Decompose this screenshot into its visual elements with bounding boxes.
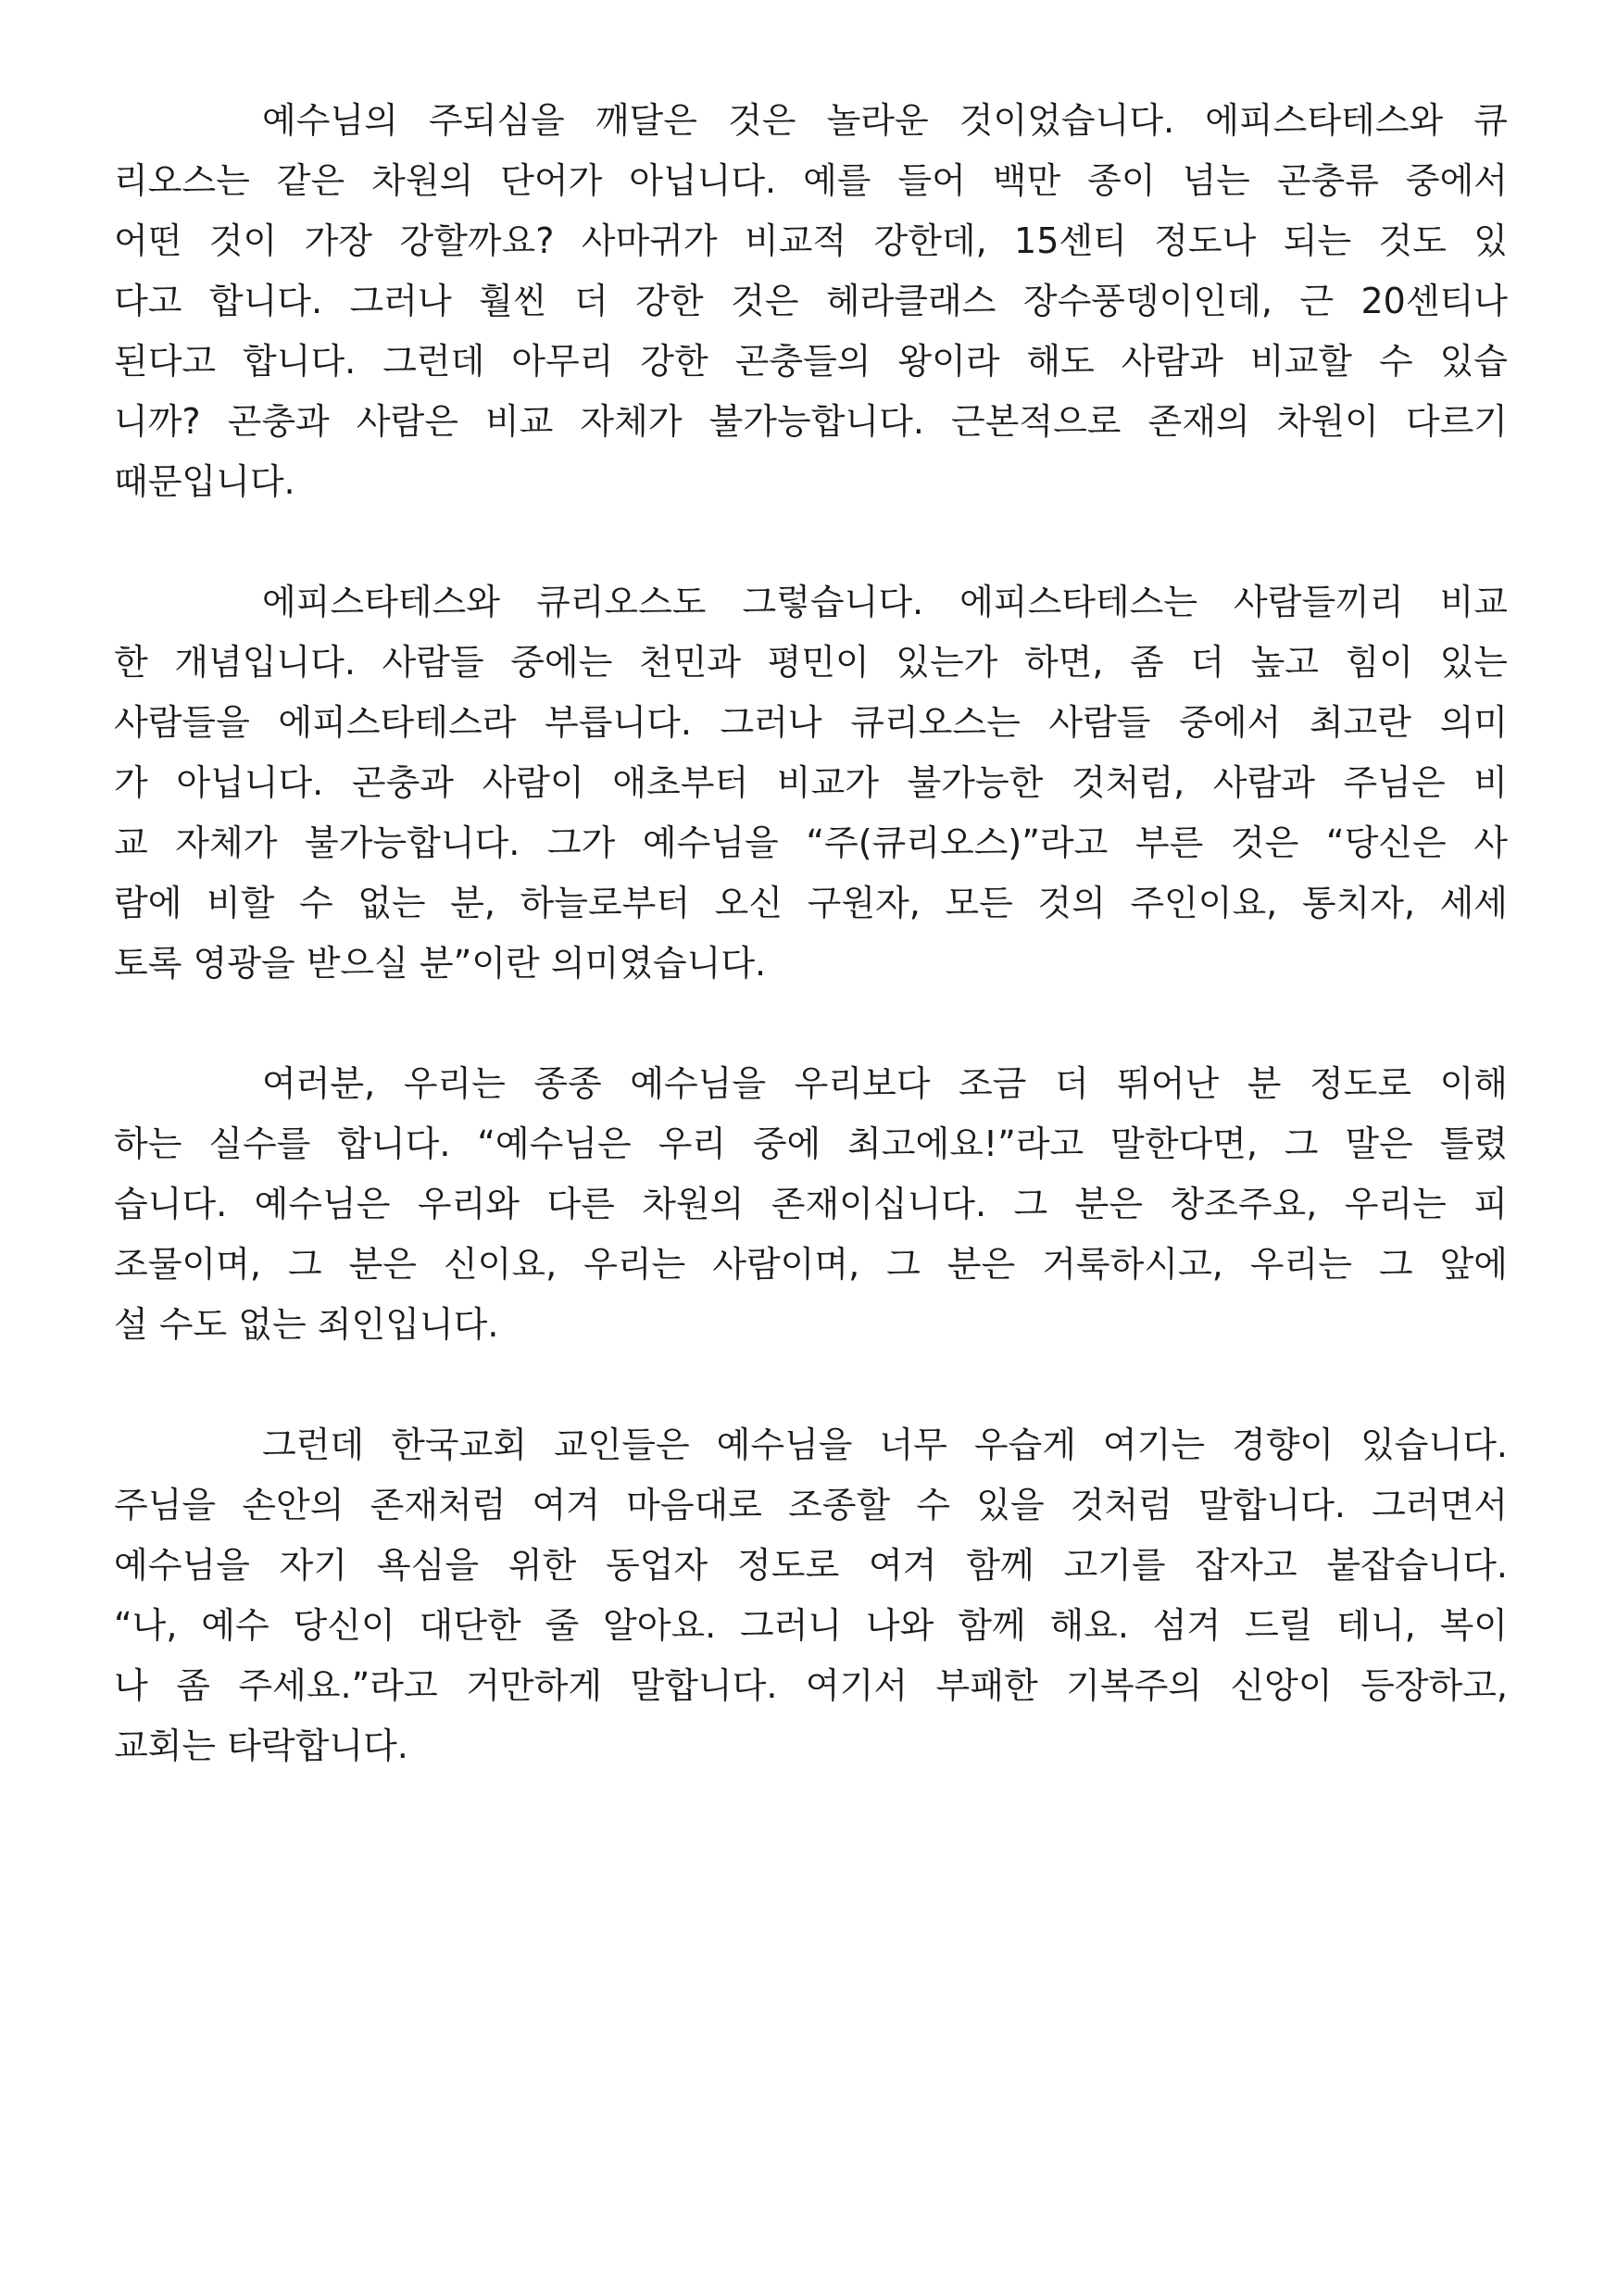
paragraph-4 [114, 1415, 1508, 1776]
text-line: 에피스타테스와 큐리오스도 그렇습니다. 에피스타테스는 사람들끼리 비교 [262, 582, 1508, 622]
text-line: 하는 실수를 합니다. “예수님은 우리 중에 최고에요!”라고 말한다면, 그 말은 틀렸 [114, 1123, 1508, 1164]
text-line: 된다고 합니다. 그런데 아무리 강한 곤충들의 왕이라 해도 사람과 비교할 수 있습 [114, 341, 1508, 382]
text-line: 니까? 곤충과 사람은 비교 자체가 불가능합니다. 근본적으로 존재의 차원이 다르기 [114, 401, 1508, 442]
paragraph-2 [114, 572, 1508, 994]
document-page [114, 91, 1508, 1837]
text-line: 때문입니다. [114, 461, 295, 502]
text-line: 예수님의 주되심을 깨달은 것은 놀라운 것이었습니다. 에피스타테스와 큐 [262, 100, 1508, 141]
text-line: 다고 합니다. 그러나 훨씬 더 강한 것은 헤라클래스 장수풍뎅이인데, 근 20센티나 [114, 281, 1508, 321]
text-line: 조물이며, 그 분은 신이요, 우리는 사람이며, 그 분은 거룩하시고, 우리는 그 앞에 [114, 1244, 1508, 1285]
text-line: 설 수도 없는 죄인입니다. [114, 1304, 499, 1345]
text-line: 나 좀 주세요.”라고 거만하게 말합니다. 여기서 부패한 기복주의 신앙이 등장하고, [114, 1665, 1508, 1706]
text-line: 리오스는 같은 차원의 단어가 아닙니다. 예를 들어 백만 종이 넘는 곤충류 중에서 [114, 160, 1508, 201]
text-line: 예수님을 자기 욕심을 위한 동업자 정도로 여겨 함께 고기를 잡자고 붙잡습니다. [114, 1545, 1508, 1586]
text-line: 주님을 손안의 존재처럼 여겨 마음대로 조종할 수 있을 것처럼 말합니다. 그러면서 [114, 1485, 1508, 1525]
text-line: 교회는 타락합니다. [114, 1725, 408, 1766]
text-line: 사람들을 에피스타테스라 부릅니다. 그러나 큐리오스는 사람들 중에서 최고란 의미 [114, 702, 1508, 743]
text-line: 어떤 것이 가장 강할까요? 사마귀가 비교적 강한데, 15센티 정도나 되는 것도 있 [114, 220, 1508, 261]
text-line: 람에 비할 수 없는 분, 하늘로부터 오신 구원자, 모든 것의 주인이요, 통치자, 세세 [114, 883, 1508, 923]
text-line: “나, 예수 당신이 대단한 줄 알아요. 그러니 나와 함께 해요. 섬겨 드릴 테니, 복이 [114, 1605, 1508, 1646]
text-line: 교 자체가 불가능합니다. 그가 예수님을 “주(큐리오스)”라고 부른 것은 “당신은 사 [114, 822, 1508, 863]
text-line: 토록 영광을 받으실 분”이란 의미였습니다. [114, 943, 767, 984]
text-line: 가 아닙니다. 곤충과 사람이 애초부터 비교가 불가능한 것처럼, 사람과 주님은 비 [114, 762, 1508, 803]
paragraph-1 [114, 91, 1508, 512]
text-line: 습니다. 예수님은 우리와 다른 차원의 존재이십니다. 그 분은 창조주요, 우리는 피 [114, 1184, 1508, 1224]
text-line: 그런데 한국교회 교인들은 예수님을 너무 우습게 여기는 경향이 있습니다. [262, 1424, 1508, 1465]
text-line: 한 개념입니다. 사람들 중에는 천민과 평민이 있는가 하면, 좀 더 높고 힘이 있는 [114, 642, 1508, 683]
text-line: 여러분, 우리는 종종 예수님을 우리보다 조금 더 뛰어난 분 정도로 이해 [262, 1063, 1508, 1104]
paragraph-3 [114, 1054, 1508, 1355]
